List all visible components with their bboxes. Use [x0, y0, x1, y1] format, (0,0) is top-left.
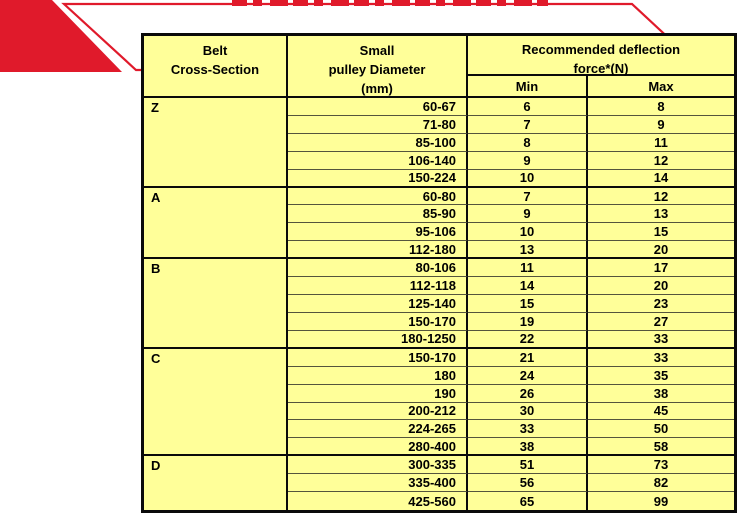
min-force-cell: 6: [468, 98, 588, 116]
pulley-diameter-cell: 200-212: [288, 403, 468, 421]
min-force-cell: 15: [468, 295, 588, 313]
max-force-cell: 38: [588, 385, 734, 403]
pulley-diameter-cell: 335-400: [288, 474, 468, 492]
min-force-cell: 13: [468, 241, 588, 259]
max-force-cell: 99: [653, 493, 669, 509]
min-force-cell: 24: [468, 367, 588, 385]
min-force-cell: 21: [468, 349, 588, 367]
max-force-cell: 58: [588, 438, 734, 456]
pulley-diameter-cell: 106-140: [288, 152, 468, 170]
min-force-cell: 7: [468, 116, 588, 134]
pulley-diameter-cell: 71-80: [288, 116, 468, 134]
header-belt-line1: Belt: [202, 43, 228, 58]
header-pulley-line3: (mm): [361, 81, 393, 96]
pulley-diameter-cell: 280-400: [288, 438, 468, 456]
max-force-cell: 17: [588, 259, 734, 277]
pulley-diameter-cell: 180-1250: [288, 331, 468, 349]
pulley-diameter-cell: 150-170: [288, 349, 468, 367]
min-force-cell: 22: [468, 331, 588, 349]
max-force-cell: 20: [588, 277, 734, 295]
min-force-cell: 10: [468, 170, 588, 188]
pulley-diameter-cell: 224-265: [288, 420, 468, 438]
max-force-cell: 35: [588, 367, 734, 385]
min-force-cell: 30: [468, 403, 588, 421]
pulley-diameter-cell: 125-140: [288, 295, 468, 313]
min-force-cell: 14: [468, 277, 588, 295]
pulley-diameter-cell: 425-560: [288, 492, 468, 510]
pulley-diameter-cell: 112-180: [288, 241, 468, 259]
header-belt-line2: Cross-Section: [170, 62, 260, 77]
max-force-cell: 73: [588, 456, 734, 474]
min-force-cell: 11: [468, 259, 588, 277]
belt-section-label: A: [144, 188, 288, 260]
min-force-cell: 65: [468, 492, 588, 510]
pulley-diameter-cell: 180: [288, 367, 468, 385]
header-force-line1: Recommended deflection: [521, 42, 681, 57]
max-force-cell: 23: [588, 295, 734, 313]
max-force-cell: 33: [588, 349, 734, 367]
min-force-cell: 33: [468, 420, 588, 438]
max-force-cell: 27: [588, 313, 734, 331]
pulley-diameter-cell: 300-335: [288, 456, 468, 474]
header-max: Max: [588, 76, 734, 98]
belt-section-label: B: [144, 259, 288, 349]
min-force-cell: 10: [468, 223, 588, 241]
max-force-cell: 15: [588, 223, 734, 241]
pulley-diameter-cell: 60-80: [288, 188, 468, 206]
clipped-title-text-fragments: [232, 0, 548, 6]
red-wedge-shape: [0, 0, 122, 72]
pulley-diameter-cell: 60-67: [288, 98, 468, 116]
header-pulley-line1: Small: [359, 43, 395, 58]
pulley-diameter-cell: 85-90: [288, 205, 468, 223]
max-force-cell: 12: [588, 188, 734, 206]
max-force-cell: 12: [588, 152, 734, 170]
pulley-diameter-cell: 150-224: [288, 170, 468, 188]
max-force-cell: 50: [588, 420, 734, 438]
header-recommended-deflection-force: [468, 36, 734, 76]
max-force-cell: 82: [588, 474, 734, 492]
pulley-diameter-cell: 112-118: [288, 277, 468, 295]
max-force-cell: 14: [588, 170, 734, 188]
pulley-diameter-cell: 95-106: [288, 223, 468, 241]
max-force-cell: 45: [588, 403, 734, 421]
pulley-diameter-cell: 150-170: [288, 313, 468, 331]
header-min: Min: [468, 76, 588, 98]
min-force-cell: 56: [468, 474, 588, 492]
header-pulley-line2: pulley Diameter: [328, 62, 426, 77]
header-belt-cross-section: [144, 36, 288, 98]
pulley-diameter-cell: 85-100: [288, 134, 468, 152]
min-force-cell: 8: [468, 134, 588, 152]
min-force-cell: 9: [468, 205, 588, 223]
belt-section-label: D: [144, 456, 288, 510]
pulley-diameter-cell: 190: [288, 385, 468, 403]
max-force-cell: 8: [588, 98, 734, 116]
belt-deflection-force-table: [141, 33, 737, 513]
max-force-cell: 13: [588, 205, 734, 223]
min-force-cell: 9: [468, 152, 588, 170]
belt-section-label: Z: [144, 98, 288, 188]
max-force-cell: 20: [588, 241, 734, 259]
header-small-pulley-diameter: [288, 36, 468, 98]
min-force-cell: 26: [468, 385, 588, 403]
min-force-cell: 38: [468, 438, 588, 456]
pulley-diameter-cell: 80-106: [288, 259, 468, 277]
min-force-cell: 51: [468, 456, 588, 474]
min-force-cell: 19: [468, 313, 588, 331]
max-force-cell: 9: [588, 116, 734, 134]
header-force-line2: force*(N): [573, 61, 629, 76]
max-force-cell: 11: [588, 134, 734, 152]
belt-section-label: C: [144, 349, 288, 456]
max-force-cell: 33: [588, 331, 734, 349]
min-force-cell: 7: [468, 188, 588, 206]
